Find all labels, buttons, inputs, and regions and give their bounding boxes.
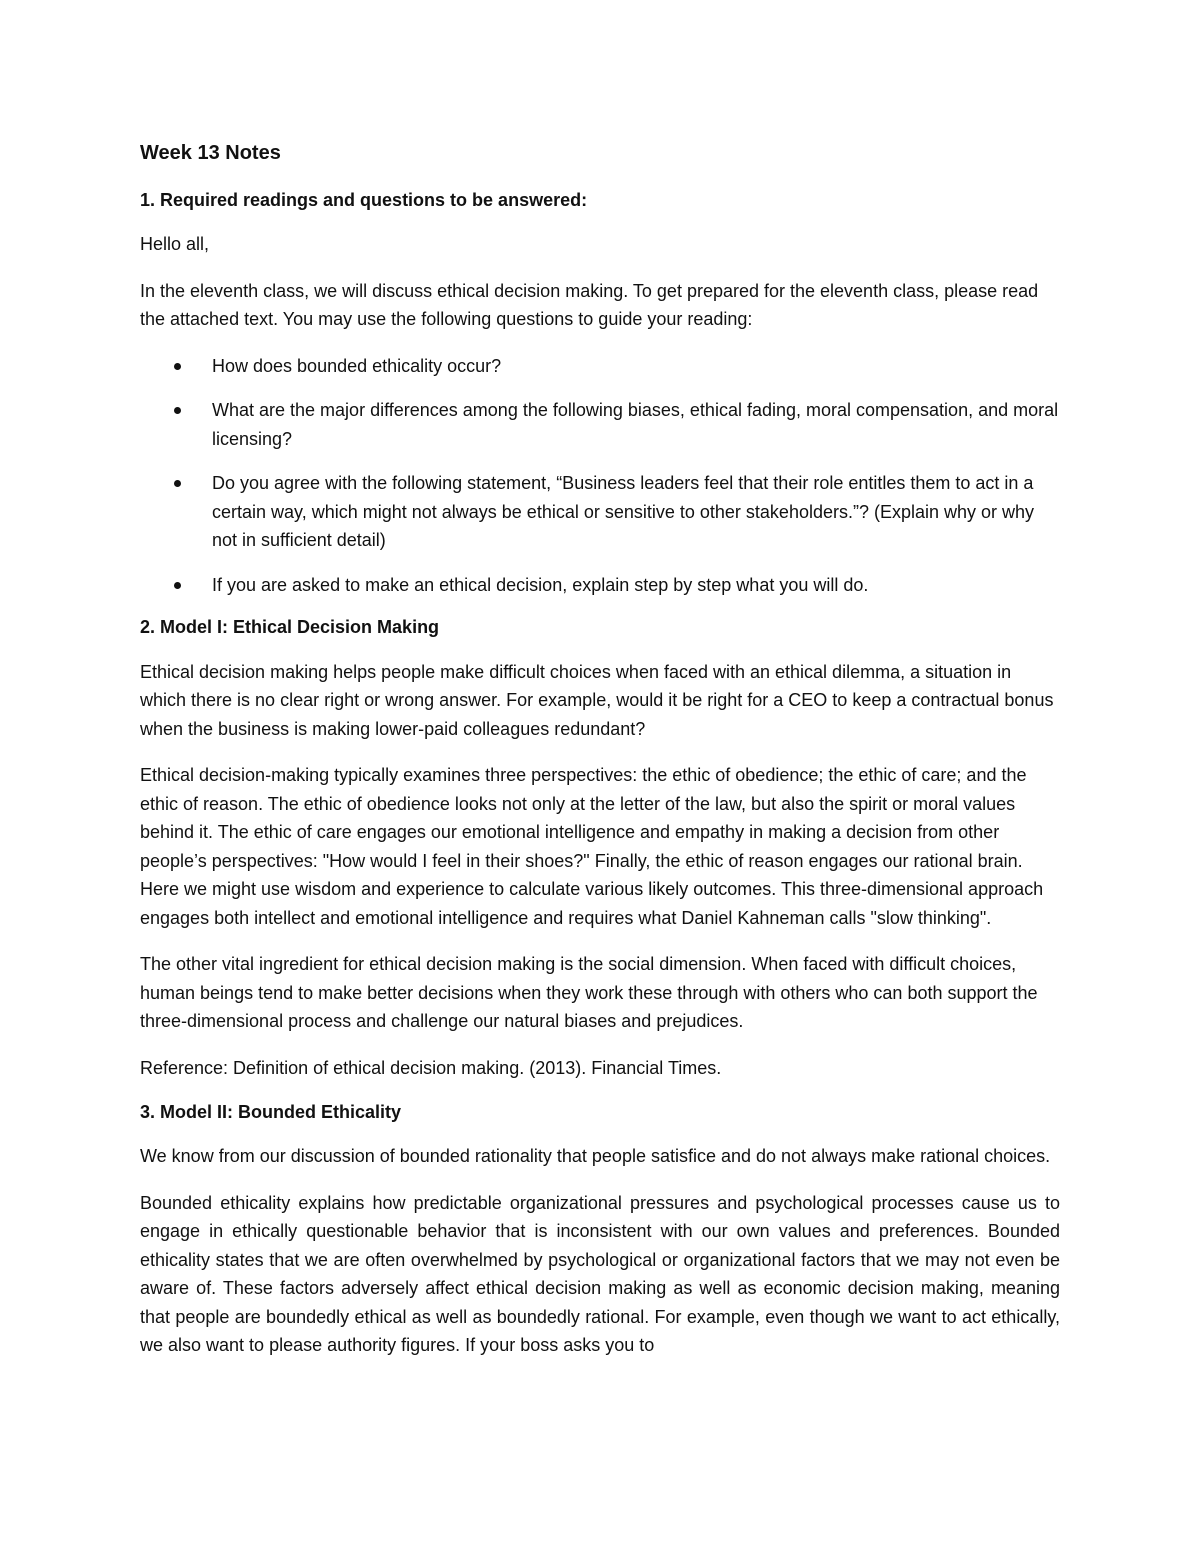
- question-text: Do you agree with the following statement, “Business leaders feel that their role entitles them to act in a certain way, which might not always be ethical or sensitive to other stakeholders.”? (Explain why or why not in sufficient detail): [212, 473, 1035, 551]
- section-1-heading: 1. Required readings and questions to be answered:: [140, 190, 588, 210]
- question-text: If you are asked to make an ethical decision, explain step by step what you will do.: [212, 574, 869, 595]
- question-text: How does bounded ethicality occur?: [212, 355, 502, 376]
- section-2-paragraph: The other vital ingredient for ethical decision making is the social dimension. When faced with difficult choices, human beings tend to make better decisions when they work these through with others who can both support the three-dimensional process and challenge our natural biases and prejudices.: [140, 954, 1038, 1032]
- bullet-icon: [174, 363, 181, 370]
- section-3-paragraph: We know from our discussion of bounded rationality that people satisfice and do not always make rational choices.: [140, 1146, 1051, 1167]
- section-2-paragraph: Ethical decision making helps people make difficult choices when faced with an ethical dilemma, a situation in which there is no clear right or wrong answer. For example, would it be right for a CEO to keep a contractual bonus when the business is making lower-paid colleagues redundant?: [140, 661, 1054, 739]
- question-text: What are the major differences among the following biases, ethical fading, moral compensation, and moral licensing?: [212, 400, 1059, 449]
- greeting: Hello all,: [140, 234, 210, 255]
- page-title: Week 13 Notes: [140, 142, 281, 164]
- question-item: [140, 469, 1060, 555]
- reference-line: Reference: Definition of ethical decision making. (2013). Financial Times.: [140, 1057, 722, 1078]
- section-2-heading: 2. Model I: Ethical Decision Making: [140, 617, 440, 638]
- section-2-paragraph: Ethical decision-making typically examines three perspectives: the ethic of obedience; the ethic of care; and the ethic of reason. The ethic of obedience looks not only at the letter of the law, but also the spirit or moral values behind it. The ethic of care engages our emotional intelligence and empathy in making a decision from other people’s perspectives: "How would I feel in their shoes?" Finally, the ethic of reason engages our rational brain. Here we might use wisdom and experience to calculate various likely outcomes. This three-dimensional approach engages both intellect and emotional intelligence and requires what Daniel Kahneman calls "slow thinking".: [140, 765, 1044, 928]
- document-page: [140, 140, 1060, 1378]
- question-item: [140, 571, 1060, 600]
- bullet-icon: [174, 582, 181, 589]
- bullet-icon: [174, 407, 181, 414]
- section-3-paragraph: Bounded ethicality explains how predictable organizational pressures and psychological processes cause us to engage in ethically questionable behavior that is inconsistent with our own values and preferences. Bounded ethicality states that we are often overwhelmed by psychological or organizational factors that we may not even be aware of. These factors adversely affect ethical decision making as well as economic decision making, meaning that people are boundedly ethical as well as boundedly rational. For example, even though we want to act ethically, we also want to please authority figures. If your boss asks you to: [140, 1192, 1060, 1356]
- bullet-icon: [174, 480, 181, 487]
- question-item: [140, 352, 1060, 381]
- intro-paragraph: In the eleventh class, we will discuss ethical decision making. To get prepared for the eleventh class, please read the attached text. You may use the following questions to guide your reading:: [140, 280, 1039, 330]
- section-3-heading: 3. Model II: Bounded Ethicality: [140, 1102, 402, 1123]
- question-item: [140, 396, 1060, 453]
- question-list: [140, 352, 1060, 600]
